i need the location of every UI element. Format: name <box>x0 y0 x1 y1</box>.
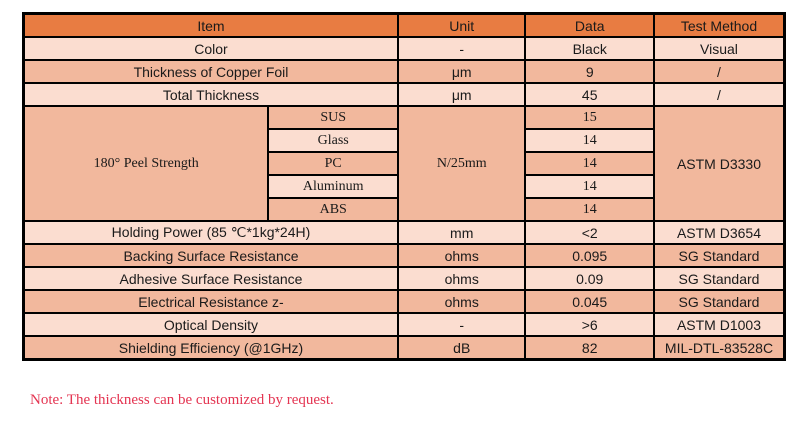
unit-cell: ohms <box>398 290 526 313</box>
test-method-cell: MIL-DTL-83528C <box>654 336 785 360</box>
item-cell-peel-strength: 180° Peel Strength <box>24 106 269 221</box>
unit-cell: mm <box>398 221 526 244</box>
table-row-shielding-efficiency <box>24 336 785 360</box>
test-method-cell: SG Standard <box>654 244 785 267</box>
unit-cell: μm <box>398 60 526 83</box>
data-cell: 14 <box>525 198 654 221</box>
substrate-cell: PC <box>268 152 398 175</box>
data-cell: 9 <box>525 60 654 83</box>
test-method-cell: / <box>654 60 785 83</box>
data-cell: 14 <box>525 175 654 198</box>
data-cell: Black <box>525 37 654 60</box>
header-item: Item <box>24 14 398 38</box>
data-cell: <2 <box>525 221 654 244</box>
item-cell: Thickness of Copper Foil <box>24 60 398 83</box>
item-cell: Shielding Efficiency (@1GHz) <box>24 336 398 360</box>
unit-cell: dB <box>398 336 526 360</box>
unit-cell: μm <box>398 83 526 106</box>
substrate-cell: Glass <box>268 129 398 152</box>
data-cell: 82 <box>525 336 654 360</box>
test-method-cell: SG Standard <box>654 290 785 313</box>
table-row-peel-sus <box>24 106 785 129</box>
table-row-total-thickness <box>24 83 785 106</box>
substrate-cell: ABS <box>268 198 398 221</box>
header-row <box>24 14 785 38</box>
unit-cell: - <box>398 37 526 60</box>
data-cell: >6 <box>525 313 654 336</box>
item-cell: Total Thickness <box>24 83 398 106</box>
test-method-cell: Visual <box>654 37 785 60</box>
table-row-optical-density <box>24 313 785 336</box>
test-method-cell: ASTM D3654 <box>654 221 785 244</box>
item-cell: Electrical Resistance z- <box>24 290 398 313</box>
data-cell: 15 <box>525 106 654 129</box>
header-data: Data <box>525 14 654 38</box>
table-row-adhesive-resistance <box>24 267 785 290</box>
test-method-cell-peel-strength: ASTM D3330 <box>654 106 785 221</box>
thickness-note: Note: The thickness can be customized by request. <box>30 392 334 408</box>
unit-cell-peel-strength: N/25mm <box>398 106 526 221</box>
data-cell: 14 <box>525 152 654 175</box>
unit-cell: - <box>398 313 526 336</box>
header-test-method: Test Method <box>654 14 785 38</box>
item-cell: Backing Surface Resistance <box>24 244 398 267</box>
table-row-holding-power <box>24 221 785 244</box>
table-row-copper-foil <box>24 60 785 83</box>
test-method-cell: / <box>654 83 785 106</box>
item-cell: Adhesive Surface Resistance <box>24 267 398 290</box>
unit-cell: ohms <box>398 244 526 267</box>
test-method-cell: SG Standard <box>654 267 785 290</box>
test-method-cell: ASTM D1003 <box>654 313 785 336</box>
substrate-cell: Aluminum <box>268 175 398 198</box>
data-cell: 0.095 <box>525 244 654 267</box>
data-cell: 0.09 <box>525 267 654 290</box>
table-row-electrical-resistance <box>24 290 785 313</box>
table-row-color <box>24 37 785 60</box>
item-cell: Optical Density <box>24 313 398 336</box>
data-cell: 45 <box>525 83 654 106</box>
header-unit: Unit <box>398 14 526 38</box>
item-cell: Holding Power (85 ℃*1kg*24H) <box>24 221 398 244</box>
table-row-backing-resistance <box>24 244 785 267</box>
item-cell: Color <box>24 37 398 60</box>
substrate-cell: SUS <box>268 106 398 129</box>
spec-table <box>22 12 786 361</box>
unit-cell: ohms <box>398 267 526 290</box>
data-cell: 14 <box>525 129 654 152</box>
data-cell: 0.045 <box>525 290 654 313</box>
